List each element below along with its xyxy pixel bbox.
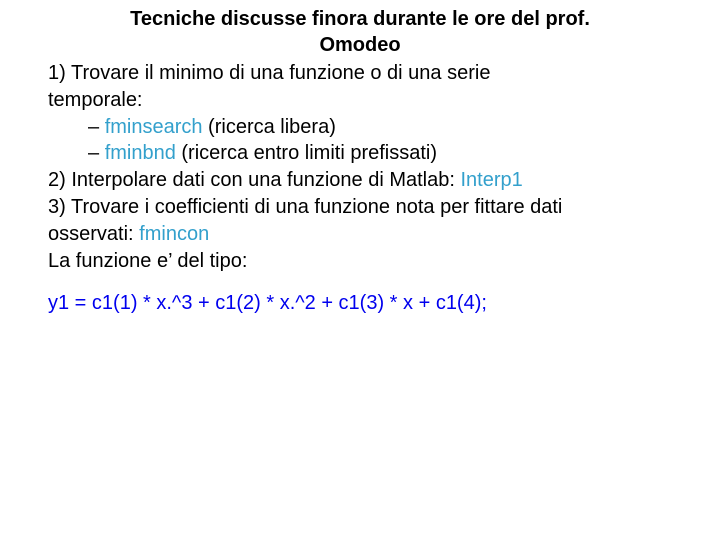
title-line-1: Tecniche discusse finora durante le ore del prof. xyxy=(130,8,590,30)
fminsearch-keyword: fminsearch xyxy=(104,115,203,138)
item-1-line-1: 1) Trovare il minimo di una funzione o di una serie xyxy=(48,62,491,84)
item-3-text: osservati: xyxy=(48,222,140,245)
item-2 xyxy=(48,167,698,194)
item-1-line-2: temporale: xyxy=(48,88,143,111)
sub-item-description: (ricerca entro limiti prefissati) xyxy=(175,142,438,165)
fminbnd-keyword: fminbnd xyxy=(104,142,176,165)
interp1-keyword: Interp1 xyxy=(460,169,523,192)
item-3-line-1: 3) Trovare i coefficienti di una funzione nota per fittare dati xyxy=(48,195,563,218)
function-type-note: La funzione e’ del tipo: xyxy=(48,249,248,272)
item-2-text: 2) Interpolare dati con una funzione di Matlab: xyxy=(48,169,461,192)
sub-item-dash: – xyxy=(88,142,105,165)
polynomial-formula: y1 = c1(1) * x.^3 + c1(2) * x.^2 + c1(3) * x + c1(4); xyxy=(48,292,487,315)
sub-item-description: (ricerca libera) xyxy=(202,115,336,138)
fmincon-keyword: fmincon xyxy=(139,222,210,245)
item-3-line-2 xyxy=(48,221,698,248)
sub-item-fminsearch xyxy=(48,114,698,141)
title-line-2: Omodeo xyxy=(319,34,401,56)
spacer xyxy=(48,274,698,290)
slide-body xyxy=(48,60,698,317)
slide-title xyxy=(40,6,680,58)
sub-item-fminbnd xyxy=(48,140,698,167)
sub-item-dash: – xyxy=(88,115,105,138)
